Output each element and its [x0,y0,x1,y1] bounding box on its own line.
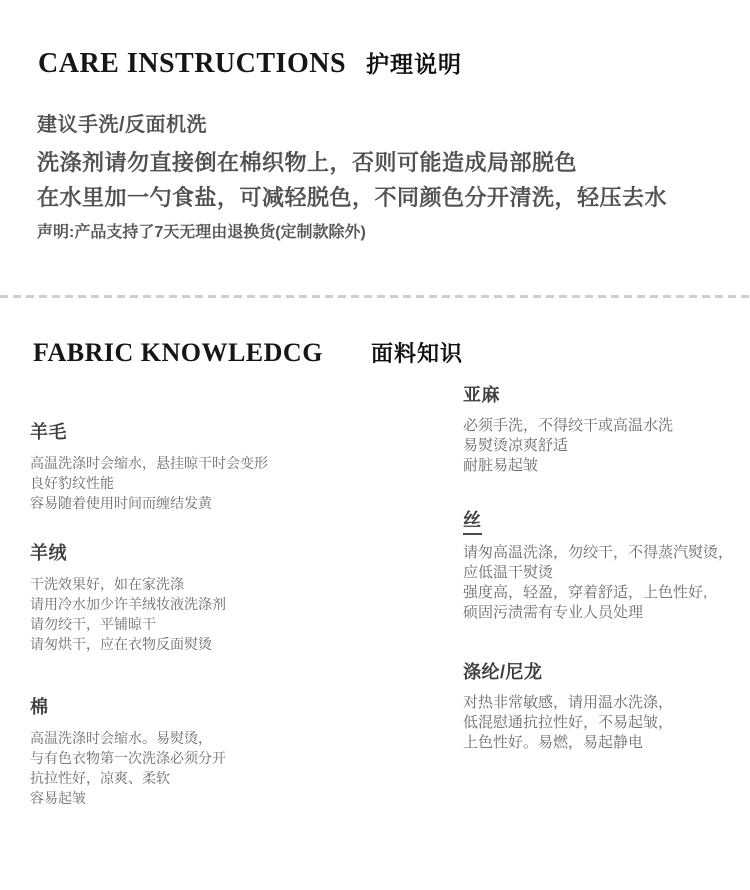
fabric-item-body [463,693,673,753]
fabric-item-line: 高温洗涤时会缩水，悬挂晾干时会变形 [30,455,268,471]
fabric-item-line: 与有色衣物第一次洗涤必须分开 [30,750,226,766]
fabric-item-line: 低混慰通抗拉性好，不易起皱， [463,714,674,731]
care-title-english: CARE INSTRUCTIONS [38,48,347,79]
fabric-item-line: 硕固污渍需有专业人员处理 [463,604,644,621]
fabric-item-heading: 羊毛 [30,422,67,442]
fabric-item-line: 高温洗涤时会缩水。易熨烫， [30,730,212,746]
fabric-item-line: 请匆烘干，应在衣物反面熨烫 [30,636,212,652]
fabric-item-line: 请匆高温洗涤，勿绞干，不得蒸汽熨烫， [463,544,734,561]
fabric-item-body [30,574,226,654]
fabric-item-line: 应低温干熨烫 [463,564,554,581]
fabric-item-line: 请勿绞干，平铺晾干 [30,616,156,632]
fabric-item-line: 容易起皱 [30,790,86,806]
care-line-salt: 在水里加一勺食盐，可减轻脱色，不同颜色分开清洗，轻压去水 [37,185,668,210]
fabric-item-cotton [30,694,226,808]
fabric-item-polyester-nylon [463,659,673,753]
fabric-item-silk [463,507,733,623]
fabric-title-chinese: 面料知识 [370,341,463,366]
fabric-item-heading [463,507,733,535]
fabric-item-line: 良好豹纹性能 [30,475,114,491]
fabric-item-line: 易熨烫凉爽舒适 [463,437,569,454]
fabric-item-heading: 羊绒 [30,543,67,563]
care-section-title [38,46,462,80]
dashed-divider [0,295,750,298]
fabric-item-linen [463,382,673,476]
fabric-item-line: 上色性好。易燃，易起静电 [463,734,644,751]
fabric-item-body [463,543,733,623]
fabric-item-wool [30,419,268,513]
care-line-wash-advice: 建议手洗/反面机洗 [37,114,208,136]
fabric-item-line: 必须手洗，不得绞干或高温水洗 [463,417,674,434]
fabric-item-line: 请用冷水加少许羊绒妆液洗涤剂 [30,596,226,612]
fabric-item-line: 抗拉性好，凉爽、柔软 [30,770,170,786]
fabric-item-line: 容易随着使用时间而缠结发黄 [30,495,212,511]
fabric-item-heading: 涤纶/尼龙 [463,662,543,682]
fabric-item-body [463,416,673,476]
fabric-item-cashmere [30,540,226,654]
fabric-item-line: 对热非常敏感，请用温水洗涤， [463,694,674,711]
fabric-item-heading-underlined: 丝 [463,507,482,535]
care-line-detergent: 洗涤剂请勿直接倒在棉织物上，否则可能造成局部脱色 [37,150,578,175]
fabric-item-line: 强度高，轻盈，穿着舒适，上色性好, [463,584,708,601]
fabric-item-heading: 亚麻 [463,385,500,405]
fabric-item-line: 耐脏易起皱 [463,457,539,474]
fabric-item-line: 干洗效果好，如在家洗涤 [30,576,184,592]
care-title-chinese: 护理说明 [366,51,463,77]
fabric-item-heading: 棉 [30,697,49,717]
fabric-item-body [30,453,268,513]
care-return-policy-note: 声明:产品支持了7天无理由退换货(定制款除外) [37,224,366,241]
fabric-item-body [30,728,226,808]
fabric-section-title [33,337,463,368]
fabric-title-english: FABRIC KNOWLEDCG [33,338,323,367]
